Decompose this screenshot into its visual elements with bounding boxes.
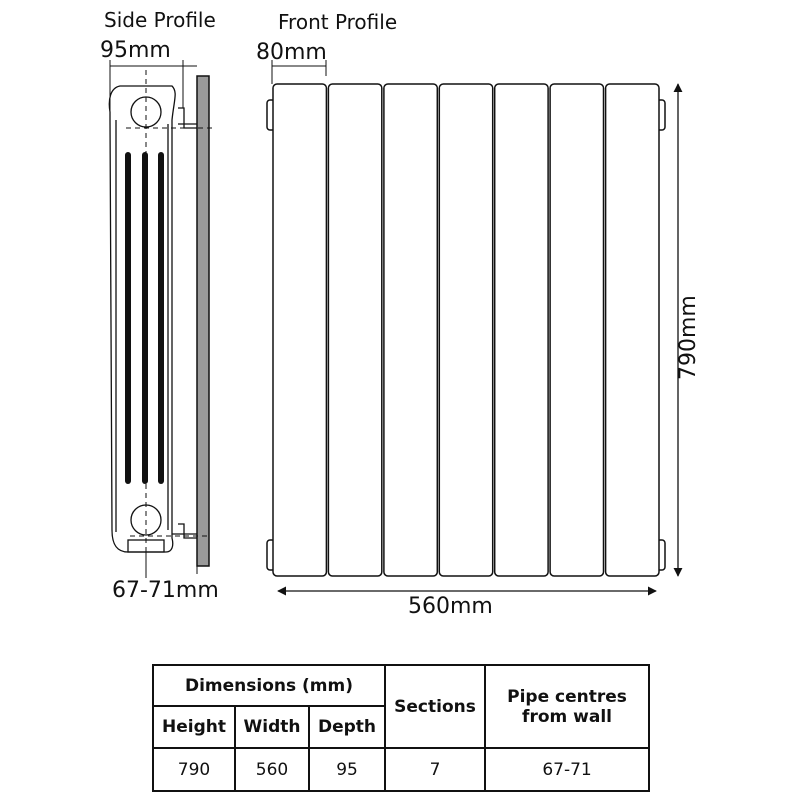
front-section-6 [550,84,603,576]
front-section-2 [328,84,381,576]
side-profile-title: Side Profile [104,8,216,32]
sections-header: Sections [385,665,485,748]
fin-3 [158,152,164,484]
fin-2 [142,152,148,484]
depth-value: 95 [309,748,385,791]
front-section-5 [495,84,548,576]
side-fins [125,152,164,484]
top-bracket [178,108,197,128]
front-section-4 [439,84,492,576]
section-width-label: 80mm [256,40,327,65]
sections-value: 7 [385,748,485,791]
side-depth-label: 95mm [100,38,171,63]
height-value: 790 [153,748,235,791]
overall-height-label: 790mm [676,295,701,380]
spec-table [152,664,650,792]
pipe-centres-label: 67-71mm [112,578,219,603]
front-profile-drawing [267,84,665,576]
front-profile-title: Front Profile [278,10,398,34]
front-section-1 [273,84,326,576]
fin-1 [125,152,131,484]
front-section-7 [606,84,659,576]
depth-header: Depth [309,706,385,748]
pipe-centre-dim-ext [146,552,197,574]
width-value: 560 [235,748,309,791]
pipe-centres-header [485,665,649,748]
width-header: Width [235,706,309,748]
height-header: Height [153,706,235,748]
pipe-value: 67-71 [485,748,649,791]
overall-width-label: 560mm [408,594,493,619]
dimensions-header: Dimensions (mm) [153,665,385,706]
pipe-header-line2: from wall [522,706,612,727]
wall-panel [197,76,209,566]
front-section-3 [384,84,437,576]
pipe-header-line1: Pipe centres [507,686,627,707]
